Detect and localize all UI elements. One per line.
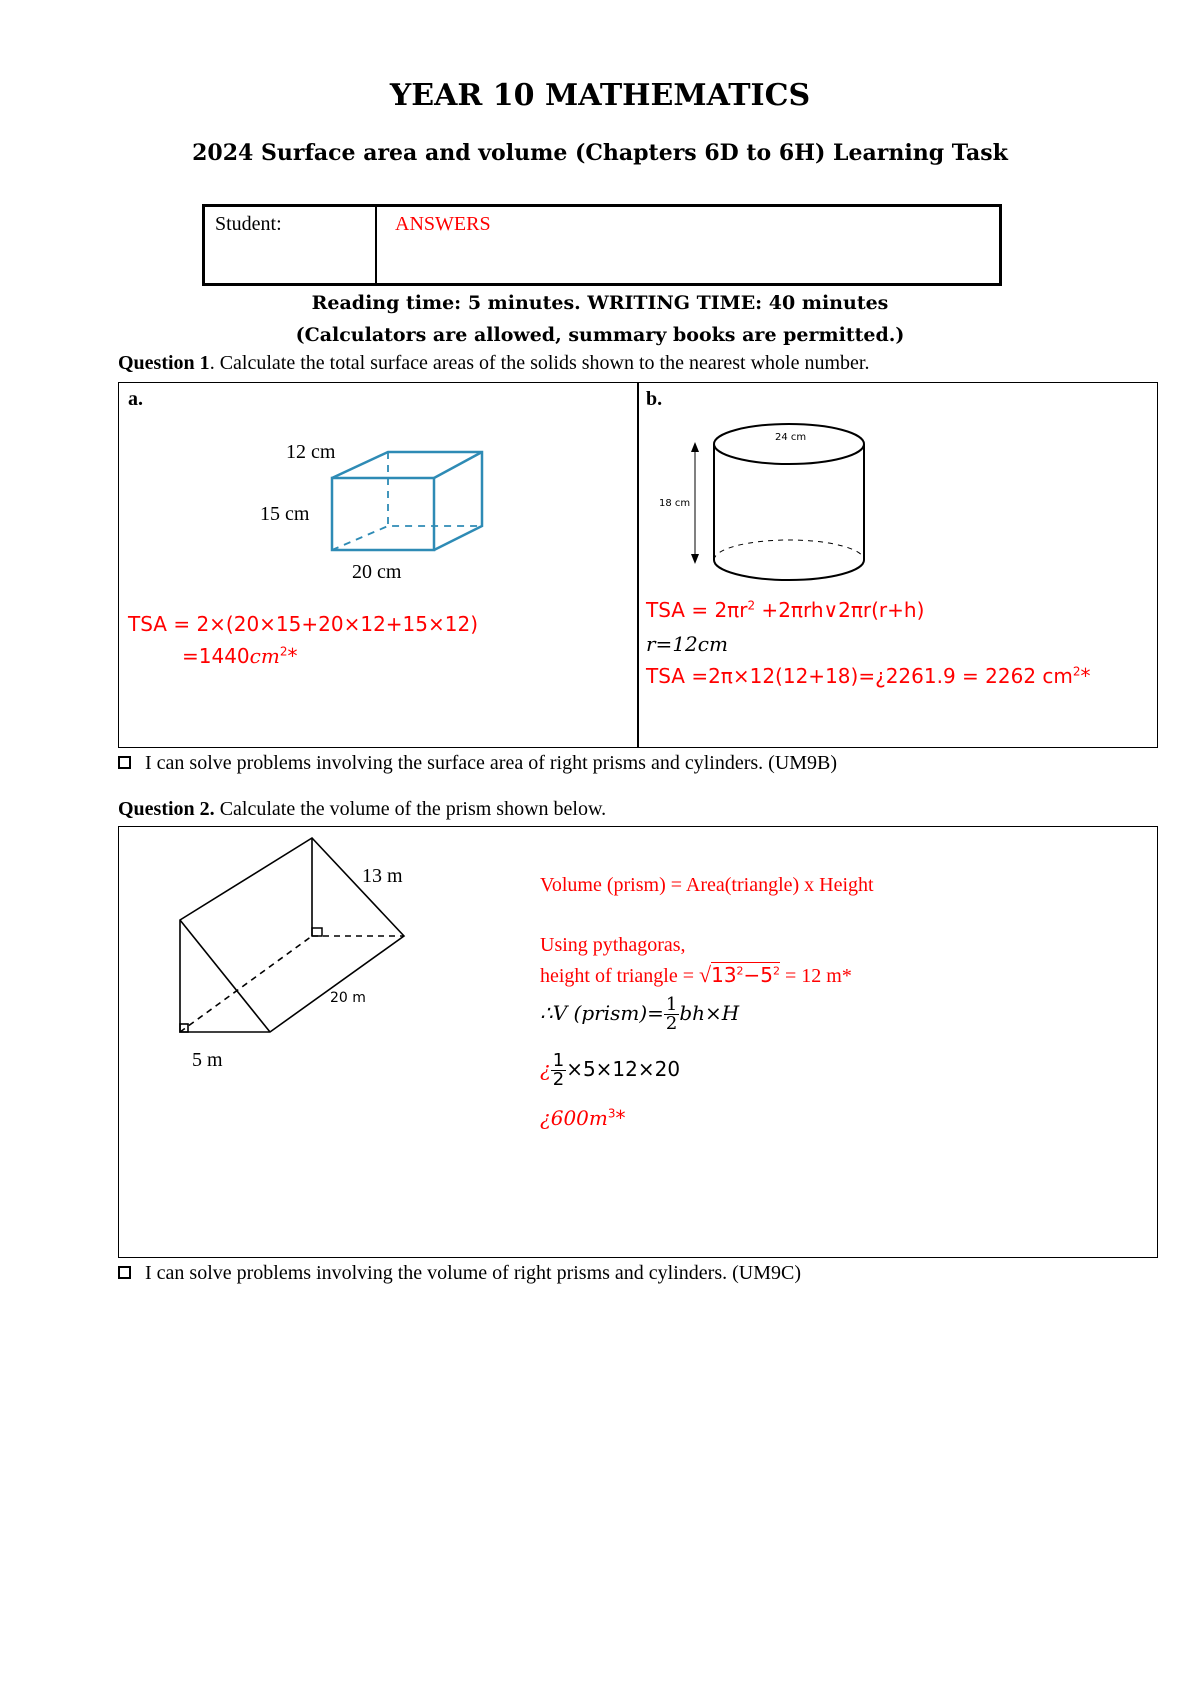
- question-1-label: Question 1: [118, 352, 210, 374]
- reading-time: Reading time: 5 minutes. WRITING TIME: 40 minutes: [311, 292, 889, 314]
- calculator-note: (Calculators are allowed, summary books are permitted.): [295, 324, 905, 346]
- student-name: ANSWERS: [395, 213, 491, 235]
- outcome-um9c-text: I can solve problems involving the volume of right prisms and cylinders. (UM9C): [145, 1262, 802, 1284]
- student-label: Student:: [215, 213, 282, 235]
- question-1-heading: [118, 352, 869, 375]
- question-1-text: . Calculate the total surface areas of the solids shown to the nearest whole number.: [209, 352, 870, 374]
- part-a-tsa-line1: TSA = 2×(20×15+20×12+15×12): [128, 612, 479, 636]
- part-a-label: a.: [128, 388, 143, 410]
- label-15cm: 15 cm: [260, 503, 310, 525]
- label-24cm: 24 cm: [775, 432, 807, 443]
- label-18cm: 18 cm: [659, 498, 691, 509]
- checkbox-icon[interactable]: [118, 756, 131, 769]
- q2-volume-expression: ∴V (prism)= $\frac{1}{2}$ bh×H: [540, 994, 740, 1034]
- cylinder-diagram: [655, 420, 875, 590]
- question-2-heading: [118, 798, 606, 821]
- outcome-um9c[interactable]: [118, 1262, 801, 1285]
- question-2-label: Question 2.: [118, 798, 215, 820]
- q2-answer: ¿$600m^3*$: [540, 1106, 626, 1130]
- outcome-um9b-text: I can solve problems involving the surface area of right prisms and cylinders. (UM9B): [145, 752, 838, 774]
- student-box: [202, 204, 1002, 286]
- label-5m: 5 m: [192, 1049, 223, 1070]
- question-2-text: Calculate the volume of the prism shown below.: [214, 798, 607, 820]
- part-b-tsa-answer: TSA =2π×12(12+18)=¿2261.9 = 2262 $cm^2*$: [646, 664, 1091, 688]
- checkbox-icon[interactable]: [118, 1266, 131, 1279]
- part-b-label: b.: [646, 388, 663, 410]
- page-title: YEAR 10 MATHEMATICS: [389, 78, 811, 113]
- page-subtitle: 2024 Surface area and volume (Chapters 6D to 6H) Learning Task: [192, 140, 1008, 166]
- part-a-tsa-line2: $=1440cm^2*$: [182, 644, 298, 668]
- label-12cm: 12 cm: [286, 441, 336, 463]
- q2-pythagoras-label: Using pythagoras,: [540, 934, 686, 956]
- part-b-radius: r=12cm: [646, 632, 728, 656]
- outcome-um9b[interactable]: [118, 752, 837, 775]
- q2-volume-formula: Volume (prism) = Area(triangle) x Height: [540, 874, 874, 896]
- part-b-tsa-formula: TSA = $2\pi r^2$ +2πrh∨2πr(r+h): [646, 598, 925, 622]
- label-20m: 20 m: [330, 990, 366, 1006]
- label-20cm: 20 cm: [352, 561, 402, 583]
- triangular-prism-diagram: [170, 830, 470, 1070]
- label-13m: 13 m: [362, 865, 403, 887]
- q2-substitution: ¿ $\frac{1}{2}$ ×5×12×20: [540, 1050, 681, 1090]
- q2-height: height of triangle = $√13^2-5^2 = 12$ m*: [540, 962, 852, 987]
- rectangular-prism-diagram: [250, 440, 510, 590]
